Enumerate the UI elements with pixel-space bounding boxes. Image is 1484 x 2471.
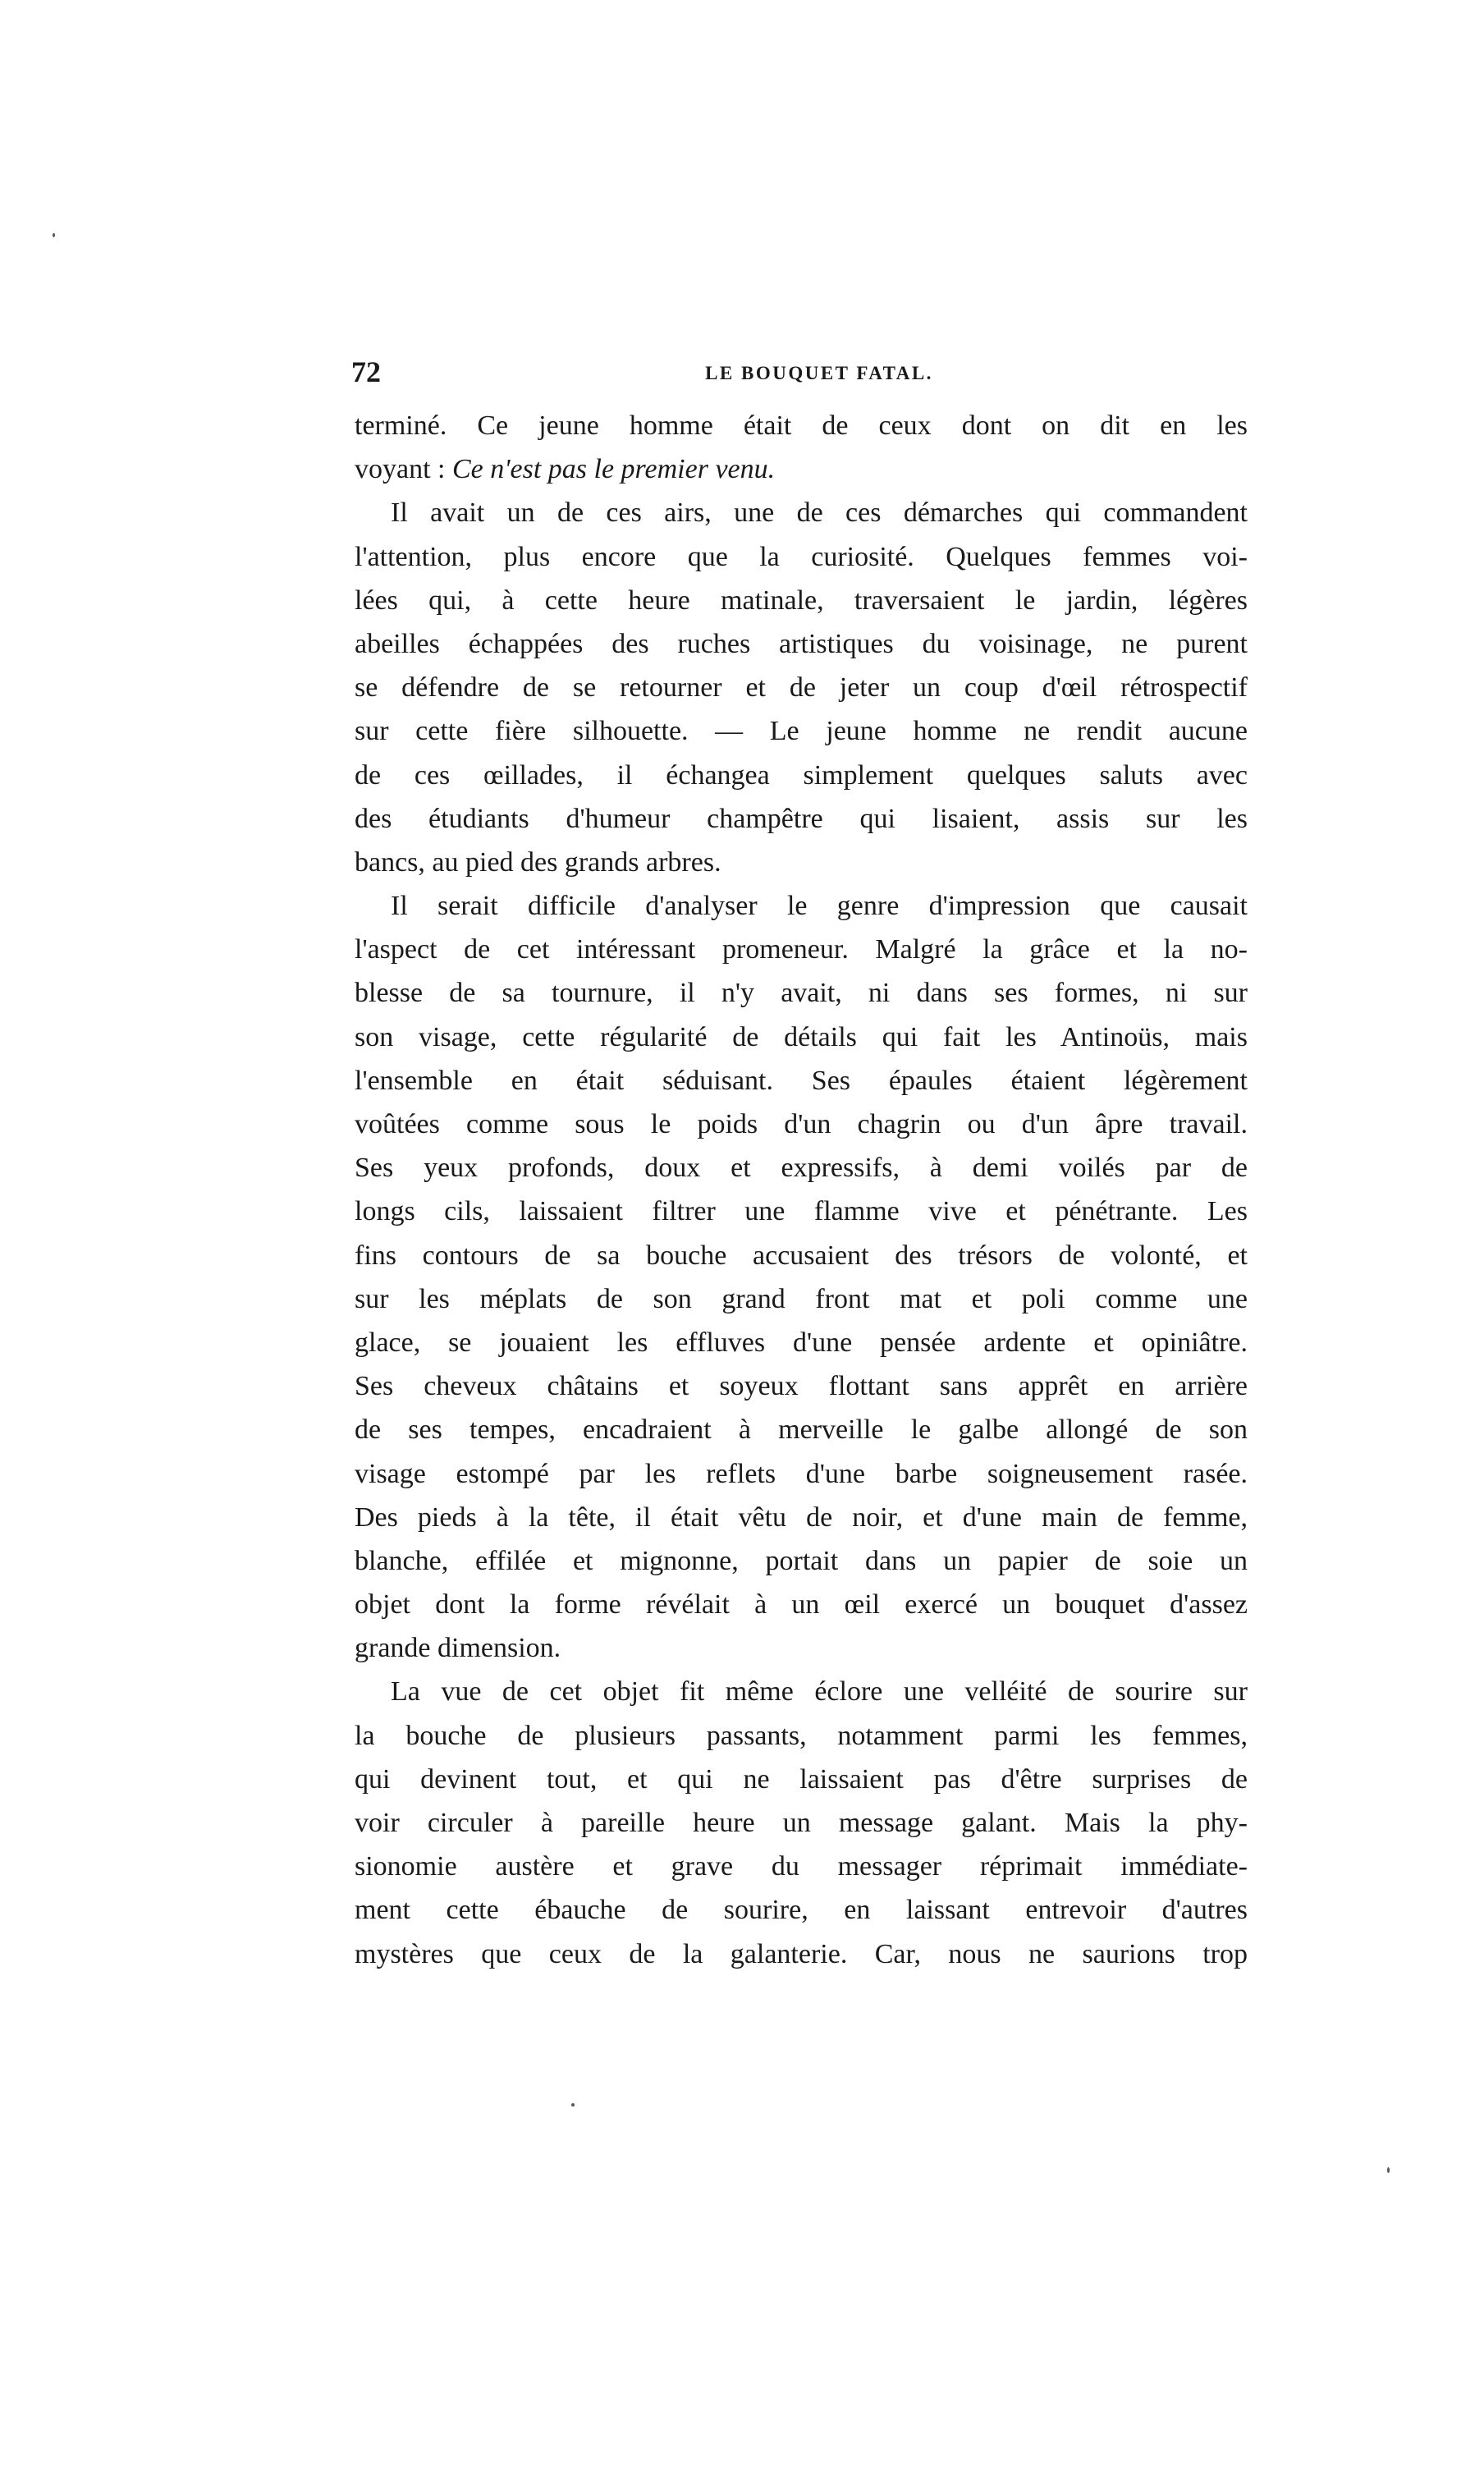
text-line xyxy=(355,1583,1248,1626)
text-line xyxy=(355,884,1248,928)
text-line-content: son visage, cette régularité de détails qui fait les Antinoüs, mais xyxy=(355,1021,1248,1052)
text-line xyxy=(355,1146,1248,1190)
text-line-content: se défendre de se retourner et de jeter un coup d'œil rétrospectif xyxy=(355,672,1248,704)
text-line-content: blesse de sa tournure, il n'y avait, ni dans ses formes, ni sur xyxy=(355,978,1248,1009)
text-line-content: sur les méplats de son grand front mat et poli comme une xyxy=(355,1283,1248,1314)
text-line-content: l'aspect de cet intéressant promeneur. Malgré la grâce et la no- xyxy=(355,934,1248,965)
text-line-content: voûtées comme sous le poids d'un chagrin ou d'un âpre travail. xyxy=(355,1109,1248,1139)
text-line-content: Ses cheveux châtains et soyeux flottant sans apprêt en arrière xyxy=(355,1371,1248,1402)
text-line-content: Il serait difficile d'analyser le genre d'impression que causait xyxy=(391,891,1248,922)
text-line xyxy=(355,1321,1248,1364)
text-line xyxy=(355,1364,1248,1408)
text-line xyxy=(355,709,1248,753)
text-line-content: abeilles échappées des ruches artistiques du voisinage, ne purent xyxy=(355,628,1248,659)
text-line xyxy=(355,797,1248,841)
paper-speck xyxy=(1387,2167,1390,2173)
text-line xyxy=(355,1626,1248,1670)
text-line-content: l'ensemble en était séduisant. Ses épaules étaient légèrement xyxy=(355,1065,1248,1096)
text-line xyxy=(355,404,1248,447)
text-line xyxy=(355,1714,1248,1758)
text-line-content: la bouche de plusieurs passants, notamment parmi les femmes, xyxy=(355,1720,1248,1751)
text-line-content: longs cils, laissaient filtrer une flamme vive et pénétrante. Les xyxy=(355,1196,1248,1227)
text-line xyxy=(355,1059,1248,1103)
text-line-content: sur cette fière silhouette. — Le jeune homme ne rendit aucune xyxy=(355,716,1248,747)
text-line-content: l'attention, plus encore que la curiosité. Quelques femmes voi- xyxy=(355,541,1248,572)
text-line xyxy=(355,971,1248,1015)
text-line-content: glace, se jouaient les effluves d'une pensée ardente et opiniâtre. xyxy=(355,1327,1248,1358)
text-line xyxy=(355,1103,1248,1146)
page-number: 72 xyxy=(351,355,381,388)
text-line xyxy=(355,1015,1248,1059)
text-line xyxy=(355,666,1248,709)
text-line xyxy=(355,841,1248,884)
text-line-content: visage estompé par les reflets d'une barbe soigneusement rasée. xyxy=(355,1458,1248,1489)
text-line-content: grande dimension. xyxy=(355,1633,561,1664)
text-line-content: La vue de cet objet fit même éclore une velléité de sourire sur xyxy=(391,1676,1248,1708)
text-line xyxy=(355,491,1248,534)
text-line xyxy=(355,1932,1248,1976)
text-line xyxy=(355,1888,1248,1932)
text-line-content: bancs, au pied des grands arbres. xyxy=(355,846,721,878)
text-line-content: fins contours de sa bouche accusaient des trésors de volonté, et xyxy=(355,1240,1248,1271)
text-line-content: mystères que ceux de la galanterie. Car, nous ne saurions trop xyxy=(355,1938,1248,1969)
text-line-content: sionomie austère et grave du messager réprimait immédiate- xyxy=(355,1851,1248,1882)
text-line xyxy=(355,535,1248,579)
text-line-content: voyant : xyxy=(355,454,452,485)
text-line xyxy=(355,622,1248,666)
italic-phrase: Ce n'est pas le premier venu. xyxy=(451,454,776,485)
text-line xyxy=(355,1234,1248,1277)
text-line xyxy=(355,1408,1248,1451)
text-line-content: de ces œillades, il échangea simplement quelques saluts avec xyxy=(355,759,1248,791)
text-line xyxy=(355,1496,1248,1539)
text-line-content: objet dont la forme révélait à un œil exercé un bouquet d'assez xyxy=(355,1589,1248,1621)
text-line-content: de ses tempes, encadraient à merveille le galbe allongé de son xyxy=(355,1414,1248,1446)
text-line xyxy=(355,1190,1248,1233)
text-line-content: Il avait un de ces airs, une de ces démarches qui commandent xyxy=(391,497,1248,529)
text-line-content: qui devinent tout, et qui ne laissaient pas d'être surprises de xyxy=(355,1763,1248,1795)
text-line-content: lées qui, à cette heure matinale, traversaient le jardin, légères xyxy=(355,585,1248,616)
text-line-content: des étudiants d'humeur champêtre qui lisaient, assis sur les xyxy=(355,803,1248,834)
paper-speck xyxy=(53,233,55,237)
text-line xyxy=(355,1452,1248,1496)
text-line xyxy=(355,928,1248,971)
text-line xyxy=(355,754,1248,797)
body-text xyxy=(355,404,1248,1976)
paper-speck xyxy=(571,2103,575,2107)
text-line xyxy=(355,1670,1248,1713)
text-line xyxy=(355,1801,1248,1845)
text-line xyxy=(355,1758,1248,1801)
text-line xyxy=(355,1277,1248,1321)
page-header xyxy=(351,355,1287,394)
text-line xyxy=(355,1845,1248,1888)
running-title: LE BOUQUET FATAL. xyxy=(705,363,933,383)
text-line xyxy=(355,1539,1248,1583)
text-line-content: terminé. Ce jeune homme était de ceux dont on dit en les xyxy=(355,410,1248,441)
text-line-content: ment cette ébauche de sourire, en laissant entrevoir d'autres xyxy=(355,1895,1248,1926)
text-line xyxy=(355,447,1248,491)
text-line-content: Des pieds à la tête, il était vêtu de noir, et d'une main de femme, xyxy=(355,1501,1248,1533)
text-line-content: Ses yeux profonds, doux et expressifs, à demi voilés par de xyxy=(355,1153,1248,1184)
text-line xyxy=(355,579,1248,622)
text-line-content: blanche, effilée et mignonne, portait dans un papier de soie un xyxy=(355,1545,1248,1576)
text-line-content: voir circuler à pareille heure un message galant. Mais la phy- xyxy=(355,1808,1248,1838)
